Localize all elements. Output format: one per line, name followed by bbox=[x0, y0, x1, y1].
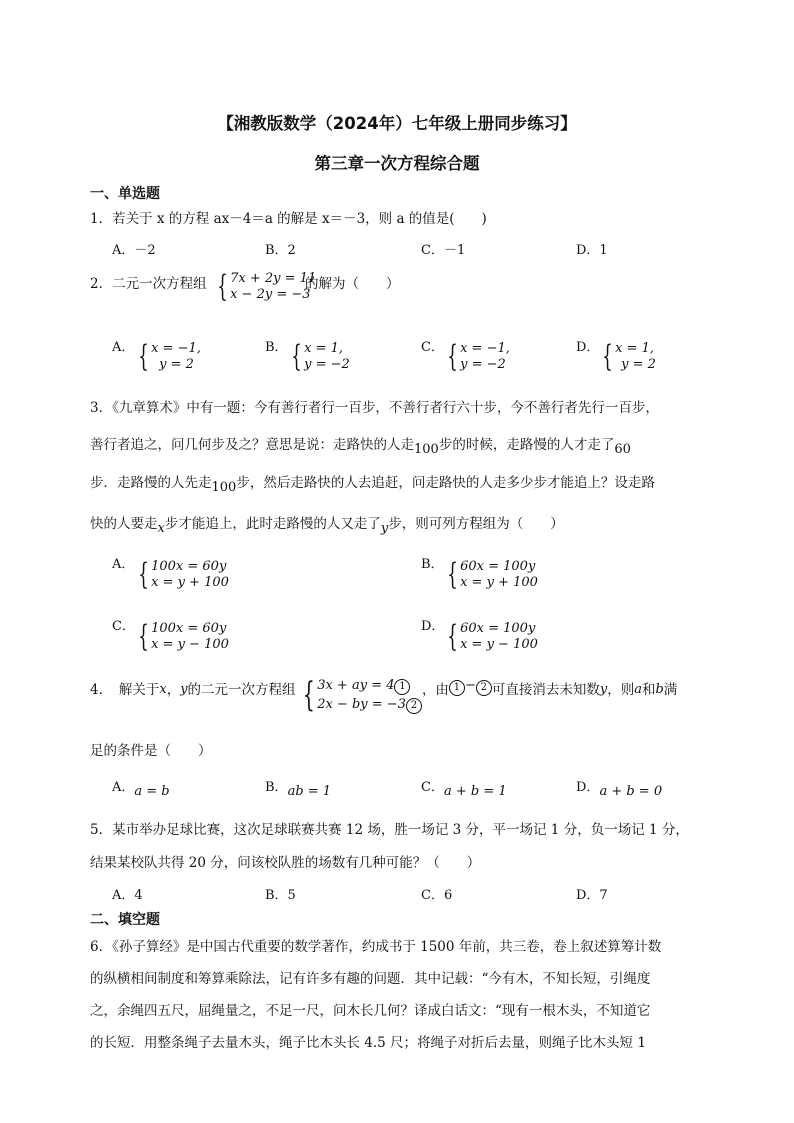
brace-icon: { bbox=[447, 339, 458, 374]
brace-icon: { bbox=[291, 339, 302, 374]
question-2-option-b-label[interactable]: B． bbox=[265, 340, 288, 355]
question-3-option-d-system[interactable] bbox=[443, 621, 538, 653]
variable-x: x bbox=[157, 521, 165, 536]
question-1-option-a[interactable]: A．－2 bbox=[112, 243, 156, 258]
question-5-line-2: 结果某校队共得 20 分，问该校队胜的场数有几种可能？（ ） bbox=[90, 855, 481, 871]
text: 步才能追上，此时走路慢的人又走了 bbox=[164, 516, 381, 532]
brace-icon: { bbox=[138, 619, 149, 654]
number-100: 100 bbox=[211, 480, 237, 495]
circled-number: 1 bbox=[449, 680, 465, 696]
option-line: 60x = 100y bbox=[460, 559, 536, 574]
question-3-option-b-system[interactable] bbox=[443, 559, 538, 591]
question-5-option-c[interactable]: C．6 bbox=[421, 888, 453, 903]
text: 和 bbox=[641, 682, 656, 698]
number-60: 60 bbox=[614, 442, 631, 457]
option-line: x = −1, bbox=[460, 341, 510, 356]
text: ，则 bbox=[607, 682, 635, 698]
question-2-option-c-label[interactable]: C． bbox=[421, 340, 444, 355]
text: ， bbox=[166, 682, 181, 698]
text: 满 bbox=[663, 682, 678, 698]
question-2-option-d-system[interactable] bbox=[598, 341, 656, 373]
question-3-option-c-label[interactable]: C． bbox=[112, 619, 135, 634]
question-4-eq2 bbox=[317, 695, 422, 714]
option-line: x = y − 100 bbox=[460, 637, 538, 652]
option-expression: a + b = 1 bbox=[443, 784, 507, 799]
question-3-line-4 bbox=[90, 512, 564, 536]
option-line: x = y + 100 bbox=[460, 575, 538, 590]
variable-x: x bbox=[159, 682, 167, 697]
brace-icon: { bbox=[217, 269, 228, 304]
circled-number: 2 bbox=[476, 680, 492, 696]
option-label: D． bbox=[576, 780, 600, 795]
question-3-line-1: 3．《九章算术》中有一题：今有善行者行一百步，不善行者行六十步，今不善行者先行一百步， bbox=[90, 400, 659, 416]
question-2-option-c-system[interactable] bbox=[443, 341, 510, 373]
circled-number: 2 bbox=[406, 698, 422, 714]
option-line: y = −2 bbox=[304, 357, 350, 372]
question-3-option-a-label[interactable]: A． bbox=[112, 557, 135, 572]
variable-y: y bbox=[180, 682, 188, 697]
text: ，由 bbox=[421, 682, 449, 698]
option-line: 100x = 60y bbox=[151, 621, 227, 636]
question-5-option-a[interactable]: A．4 bbox=[112, 888, 143, 903]
question-2-suffix: 的解为（ ） bbox=[305, 276, 400, 292]
option-label: A． bbox=[112, 780, 135, 795]
question-2-option-a-label[interactable]: A． bbox=[112, 340, 135, 355]
question-5-option-b[interactable]: B．5 bbox=[265, 888, 296, 903]
option-line: 100x = 60y bbox=[151, 559, 227, 574]
option-expression: a + b = 0 bbox=[599, 784, 663, 799]
variable-b: b bbox=[655, 682, 664, 697]
question-1-option-d[interactable]: D．1 bbox=[576, 243, 608, 258]
text: 步，然后走路快的人去追赶，问走路快的人走多少步才能追上？设走路 bbox=[236, 475, 655, 491]
text: 4． 解关于 bbox=[90, 682, 160, 698]
number-100: 100 bbox=[414, 442, 439, 457]
option-line: y = −2 bbox=[460, 357, 506, 372]
question-6-line-1: 6．《孙子算经》是中国古代重要的数学著作，约成书于 1500 年前，共三卷，卷上叙述算筹计数 bbox=[90, 939, 662, 955]
option-expression: a = b bbox=[134, 784, 170, 799]
variable-y: y bbox=[380, 521, 389, 536]
option-line: x = y + 100 bbox=[151, 575, 229, 590]
question-6-line-4: 的长短．用整条绳子去量木头，绳子比木头长 4.5 尺；将绳子对折后去量，则绳子比木头短 1 bbox=[90, 1035, 646, 1051]
text: 步，则可列方程组为（ ） bbox=[388, 516, 564, 532]
option-line: x = 1, bbox=[304, 341, 343, 356]
question-2-eq2: x − 2y = −3 bbox=[230, 287, 311, 302]
brace-icon: { bbox=[138, 557, 149, 592]
brace-icon: { bbox=[447, 619, 458, 654]
question-2-eq1: 7x + 2y = 11 bbox=[230, 271, 317, 286]
question-2-option-b-system[interactable] bbox=[287, 341, 350, 373]
question-1-stem: 1．若关于 x 的方程 ax－4＝a 的解是 x＝－3，则 a 的值是( ) bbox=[90, 211, 487, 227]
option-label: B． bbox=[265, 780, 288, 795]
option-line: y = 2 bbox=[621, 357, 656, 372]
equation-text: 3x + ay = 4 bbox=[317, 678, 395, 693]
question-3-option-b-label[interactable]: B． bbox=[421, 557, 444, 572]
question-6-line-2: 的纵横相间制度和筹算乘除法，记有许多有趣的问题．其中记载：“今有木，不知长短，引绳度 bbox=[90, 971, 651, 987]
question-3-option-d-label[interactable]: D． bbox=[421, 619, 445, 634]
option-line: x = 1, bbox=[615, 341, 654, 356]
question-3-option-c-system[interactable] bbox=[134, 621, 229, 653]
circled-number: 1 bbox=[394, 679, 410, 695]
question-4-option-b[interactable] bbox=[265, 776, 332, 799]
text: 快的人要走 bbox=[90, 516, 158, 532]
equation-text: 2x − by = −3 bbox=[317, 697, 406, 712]
variable-a: a bbox=[634, 682, 642, 697]
section-heading-single-choice: 一、单选题 bbox=[90, 186, 160, 202]
minus-sign: − bbox=[464, 678, 476, 693]
text: 步的时候，走路慢的人才走了 bbox=[438, 437, 615, 453]
question-2-system bbox=[213, 271, 316, 303]
question-4-eq1 bbox=[317, 676, 422, 695]
brace-icon: { bbox=[138, 339, 149, 374]
text: 步．走路慢的人先走 bbox=[90, 475, 212, 491]
option-label: C． bbox=[421, 780, 444, 795]
question-5-line-1: 5．某市举办足球比赛，这次足球联赛共赛 12 场，胜一场记 3 分，平一场记 1 分，负一场记 1 分， bbox=[90, 822, 689, 838]
question-4-option-a[interactable] bbox=[112, 776, 170, 799]
option-line: y = 2 bbox=[159, 357, 194, 372]
question-2-option-a-system[interactable] bbox=[134, 341, 201, 373]
question-3-option-a-system[interactable] bbox=[134, 559, 229, 591]
brace-icon: { bbox=[447, 557, 458, 592]
question-4-line-2: 足的条件是（ ） bbox=[90, 743, 212, 759]
variable-y: y bbox=[599, 682, 608, 697]
text: 的二元一次方程组 bbox=[187, 682, 296, 698]
question-4-system bbox=[298, 676, 422, 714]
section-heading-fill-in: 二、填空题 bbox=[90, 912, 160, 928]
question-6-line-3: 之，余绳四五尺，屈绳量之，不足一尺，问木长几何？译成白话文：“现有一根木头，不知道它 bbox=[90, 1003, 651, 1019]
option-expression: ab = 1 bbox=[287, 784, 332, 799]
brace-icon: { bbox=[602, 339, 613, 374]
text: 可直接消去未知数 bbox=[491, 682, 600, 698]
question-4-line-1 bbox=[90, 675, 678, 716]
chapter-title: 第三章一次方程综合题 bbox=[314, 154, 480, 173]
question-3-line-3 bbox=[90, 471, 655, 495]
question-4-option-d[interactable] bbox=[576, 776, 663, 799]
question-4-option-c[interactable] bbox=[421, 776, 507, 799]
question-2-prefix: 2．二元一次方程组 bbox=[90, 276, 207, 292]
question-2-option-d-label[interactable]: D． bbox=[576, 340, 600, 355]
question-3-line-2 bbox=[90, 433, 631, 457]
question-1-option-c[interactable]: C．－1 bbox=[421, 243, 466, 258]
document-title: 【湘教版数学（2024年）七年级上册同步练习】 bbox=[217, 114, 577, 133]
option-line: x = y − 100 bbox=[151, 637, 229, 652]
brace-icon: { bbox=[302, 675, 315, 715]
question-5-option-d[interactable]: D．7 bbox=[576, 888, 608, 903]
question-1-option-b[interactable]: B．2 bbox=[265, 243, 296, 258]
text: 善行者追之，问几何步及之？意思是说：走路快的人走 bbox=[90, 437, 414, 453]
option-line: x = −1, bbox=[151, 341, 201, 356]
option-line: 60x = 100y bbox=[460, 621, 536, 636]
